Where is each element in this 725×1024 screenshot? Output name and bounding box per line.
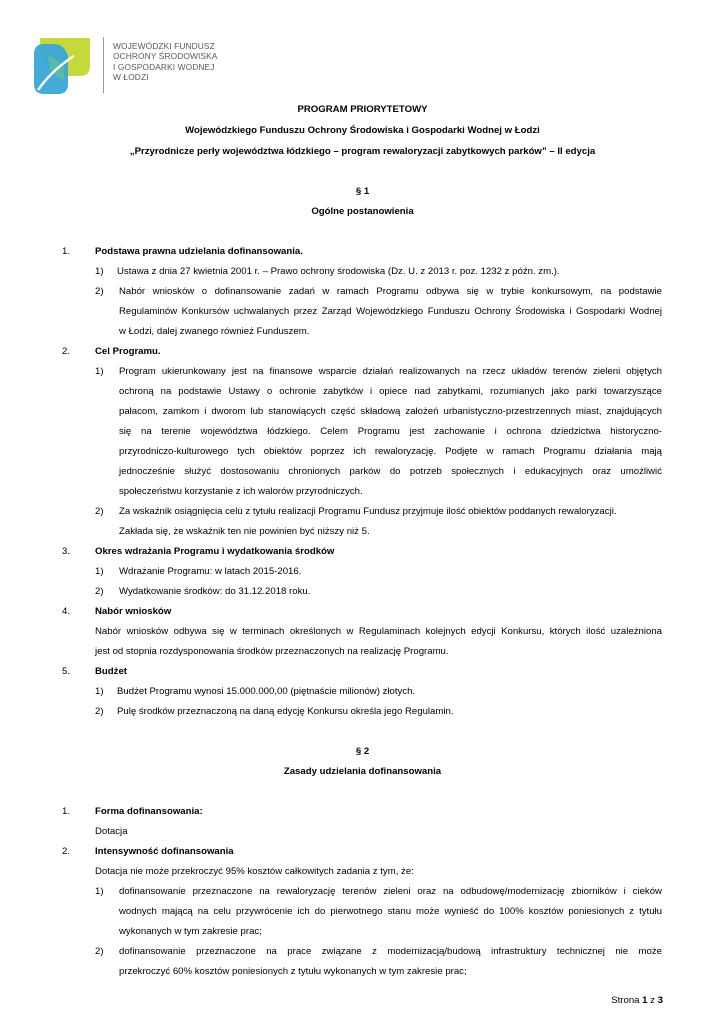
point-title: Cel Programu.	[95, 346, 161, 357]
item-text: przekroczyć 60% kosztów poniesionych z tytułu wykonanych w tym zakresie prac;	[119, 966, 467, 977]
item-number: 1)	[95, 686, 104, 697]
item-number: 2)	[95, 706, 104, 717]
item-text: ochroną na podstawie Ustawy o ochronie zabytków i opiece nad zabytkami, rozumianych jako parki towarzyszące	[119, 386, 662, 397]
page-footer	[611, 995, 663, 1006]
item-text: dofinansowanie przeznaczone na prace związane z modernizacją/budową infrastruktury technicznej nie może	[119, 946, 662, 957]
section-heading: Zasady udzielania dofinansowania	[283, 766, 442, 777]
paragraph-text: Nabór wniosków odbywa się w terminach określonych w Regulaminach kolejnych edycji Konkursu, których ilość uzależniona	[95, 626, 662, 637]
item-number: 1)	[95, 886, 104, 897]
item-number: 2)	[95, 586, 104, 597]
point-number: 2.	[62, 346, 71, 357]
item-text: Nabór wniosków o dofinansowanie zadań w ramach Programu odbywa się w trybie konkursowym, na podstawie	[119, 286, 662, 297]
paragraph-text: jest od stopnia rozdysponowania środków przeznaczonych na realizację Programu.	[95, 646, 449, 657]
point-number: 5.	[62, 666, 71, 677]
item-text: dofinansowanie przeznaczone na rewaloryzację terenów zieleni oraz na odbudowę/modernizację zbiorników i cieków	[119, 886, 662, 897]
item-text: pałacom, zamkom i dworom lub stanowiących część składową założeń urbanistyczno-przestrzennych miast, znajdujących	[119, 406, 662, 417]
document-program-name: „Przyrodnicze perły województwa łódzkiego – program rewaloryzacji zabytkowych parków” – II edycja	[129, 146, 596, 157]
item-text: się na terenie województwa łódzkiego. Celem Programu jest zachowanie i ochrona dziedzictwa historyczno-	[119, 426, 662, 437]
item-text: Pulę środków przeznaczoną na daną edycję Konkursu określa jego Regulamin.	[117, 706, 454, 717]
item-text: wodnych mającą na celu przywrócenie ich do pierwotnego stanu może wynieść do 100% kosztów poniesionych z tytułu	[119, 906, 662, 917]
item-text: jednocześnie służyć dostosowaniu chronionych parków do potrzeb społecznych i edukacyjnych oraz umożliwić	[119, 466, 662, 477]
paragraph-text: Dotacja	[95, 826, 128, 837]
item-number: 1)	[95, 566, 104, 577]
section-sign: § 2	[355, 746, 370, 757]
point-title: Budżet	[95, 666, 127, 677]
footer-page-number: 1	[642, 995, 648, 1006]
point-number: 1.	[62, 806, 71, 817]
section-sign: § 1	[355, 186, 370, 197]
point-number: 2.	[62, 846, 71, 857]
document-fund-name: Wojewódzkiego Funduszu Ochrony Środowiska i Gospodarki Wodnej w Łodzi	[185, 125, 540, 136]
point-number: 4.	[62, 606, 71, 617]
section-heading: Ogólne postanowienia	[311, 206, 414, 217]
item-text: Program ukierunkowany jest na finansowe wsparcie działań realizowanych na rzecz układów terenów zieleni objętych	[119, 366, 662, 377]
item-text: Zakłada się, że wskaźnik ten nie powinien być niższy niż 5.	[119, 526, 370, 537]
item-text: Budżet Programu wynosi 15.000.000,00 (piętnaście milionów) złotych.	[117, 686, 416, 697]
logo-text	[113, 41, 217, 82]
document-title: PROGRAM PRIORYTETOWY	[297, 104, 428, 115]
logo-line: OCHRONY ŚRODOWISKA	[113, 51, 218, 62]
point-title: Podstawa prawna udzielania dofinansowania.	[95, 246, 303, 257]
logo-divider	[103, 37, 104, 93]
footer-separator: z	[647, 995, 658, 1006]
paragraph-text: Dotacja nie może przekroczyć 95% kosztów całkowitych zadania z tym, że:	[95, 866, 414, 877]
item-text: przyrodniczo-kulturowego tych obiektów poprzez ich rewaloryzację. Podjęte w ramach Programu działania mają	[119, 446, 662, 457]
item-text: społeczeństwu korzystanie z ich walorów przyrodniczych.	[119, 486, 363, 497]
footer-prefix: Strona	[611, 995, 643, 1006]
point-title: Okres wdrażania Programu i wydatkowania środków	[95, 546, 335, 557]
item-number: 2)	[95, 506, 104, 517]
logo-line: WOJEWÓDZKI FUNDUSZ	[113, 41, 215, 51]
item-number: 2)	[95, 286, 104, 297]
point-title: Forma dofinansowania:	[95, 806, 203, 817]
logo-line: W ŁODZI	[113, 71, 149, 82]
item-number: 1)	[95, 266, 104, 277]
item-text: Za wskaźnik osiągnięcia celu z tytułu realizacji Programu Fundusz przyjmuje ilość obiektów poddanych rewaloryzacji.	[119, 506, 617, 517]
item-text: Ustawa z dnia 27 kwietnia 2001 r. – Prawo ochrony środowiska (Dz. U. z 2013 r. poz. 1232 z późn. zm.).	[117, 266, 560, 277]
point-title: Nabór wniosków	[95, 606, 172, 617]
point-number: 3.	[62, 546, 71, 557]
point-title: Intensywność dofinansowania	[95, 846, 234, 857]
fund-logo	[34, 36, 254, 96]
item-text: Wdrażanie Programu: w latach 2015-2016.	[119, 566, 302, 577]
point-number: 1.	[62, 246, 71, 257]
logo-line: I GOSPODARKI WODNEJ	[113, 61, 215, 72]
logo-mark-icon	[34, 36, 94, 94]
item-text: wykonanych w tym zakresie prac;	[119, 926, 262, 937]
item-text: w Łodzi, dalej zwanego również Funduszem.	[119, 326, 310, 337]
item-text: Regulaminów Konkursów uchwalanych przez Zarząd Wojewódzkiego Funduszu Ochrony Środowiska i Gospodarki Wodnej	[119, 306, 662, 317]
item-text: Wydatkowanie środków: do 31.12.2018 roku.	[119, 586, 311, 597]
item-number: 1)	[95, 366, 104, 377]
item-number: 2)	[95, 946, 104, 957]
footer-page-total: 3	[657, 995, 663, 1006]
